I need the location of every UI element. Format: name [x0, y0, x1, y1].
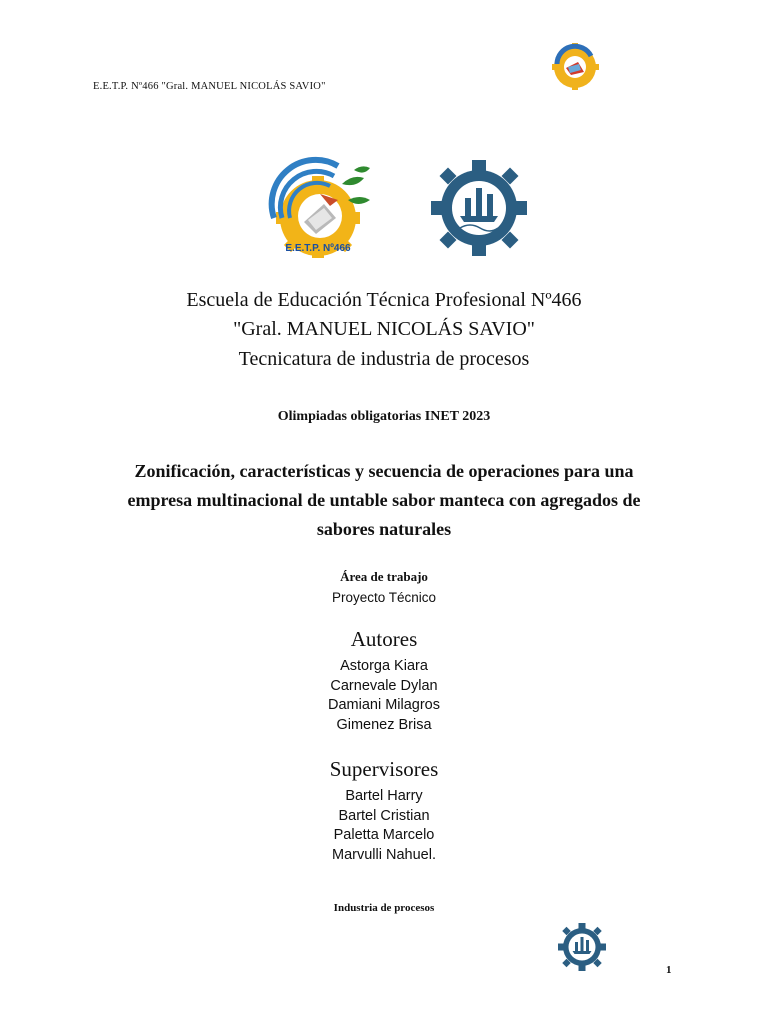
- supervisors-heading: Supervisores: [329, 757, 439, 781]
- author-name: Carnevale Dylan: [330, 677, 438, 694]
- school-name: [0, 286, 768, 344]
- page-header: E.E.T.P. Nº466 "Gral. MANUEL NICOLÁS SAVIO": [93, 81, 326, 92]
- footer-gear-icon: [554, 922, 610, 972]
- authors-list: [0, 657, 768, 735]
- supervisor-name: Bartel Cristian: [338, 807, 430, 824]
- school-name-line-1: Escuela de Educación Técnica Profesional Nº466: [186, 289, 582, 311]
- author-name: Damiani Milagros: [327, 697, 440, 713]
- author-name: Astorga Kiara: [340, 658, 428, 674]
- supervisor-name: Bartel Harry: [345, 788, 423, 804]
- industry-gear-icon: [424, 158, 534, 258]
- crest-text: E.E.T.P. Nº466: [285, 243, 351, 254]
- title-line-3: sabores naturales: [316, 519, 452, 539]
- olympiad-label: Olimpiadas obligatorias INET 2023: [277, 409, 491, 424]
- page-footer: Industria de procesos: [333, 902, 435, 914]
- school-seal-icon: [551, 42, 599, 90]
- author-name: Gimenez Brisa: [336, 716, 432, 733]
- school-crest-icon: [268, 156, 380, 260]
- school-name-line-2: "Gral. MANUEL NICOLÁS SAVIO": [233, 318, 535, 340]
- program-name: Tecnicatura de industria de procesos: [238, 348, 530, 370]
- page-number: 1: [666, 964, 672, 976]
- document-title: [90, 457, 678, 544]
- work-area-value: Proyecto Técnico: [331, 590, 437, 605]
- supervisor-name: Marvulli Nahuel.: [332, 846, 436, 863]
- supervisor-name: Paletta Marcelo: [333, 827, 435, 843]
- title-line-1: Zonificación, características y secuencia de operaciones para una: [134, 461, 634, 481]
- work-area-label: Área de trabajo: [340, 569, 428, 584]
- authors-heading: Autores: [350, 627, 418, 651]
- supervisors-list: [0, 787, 768, 865]
- title-line-2: empresa multinacional de untable sabor manteca con agregados de: [127, 490, 641, 510]
